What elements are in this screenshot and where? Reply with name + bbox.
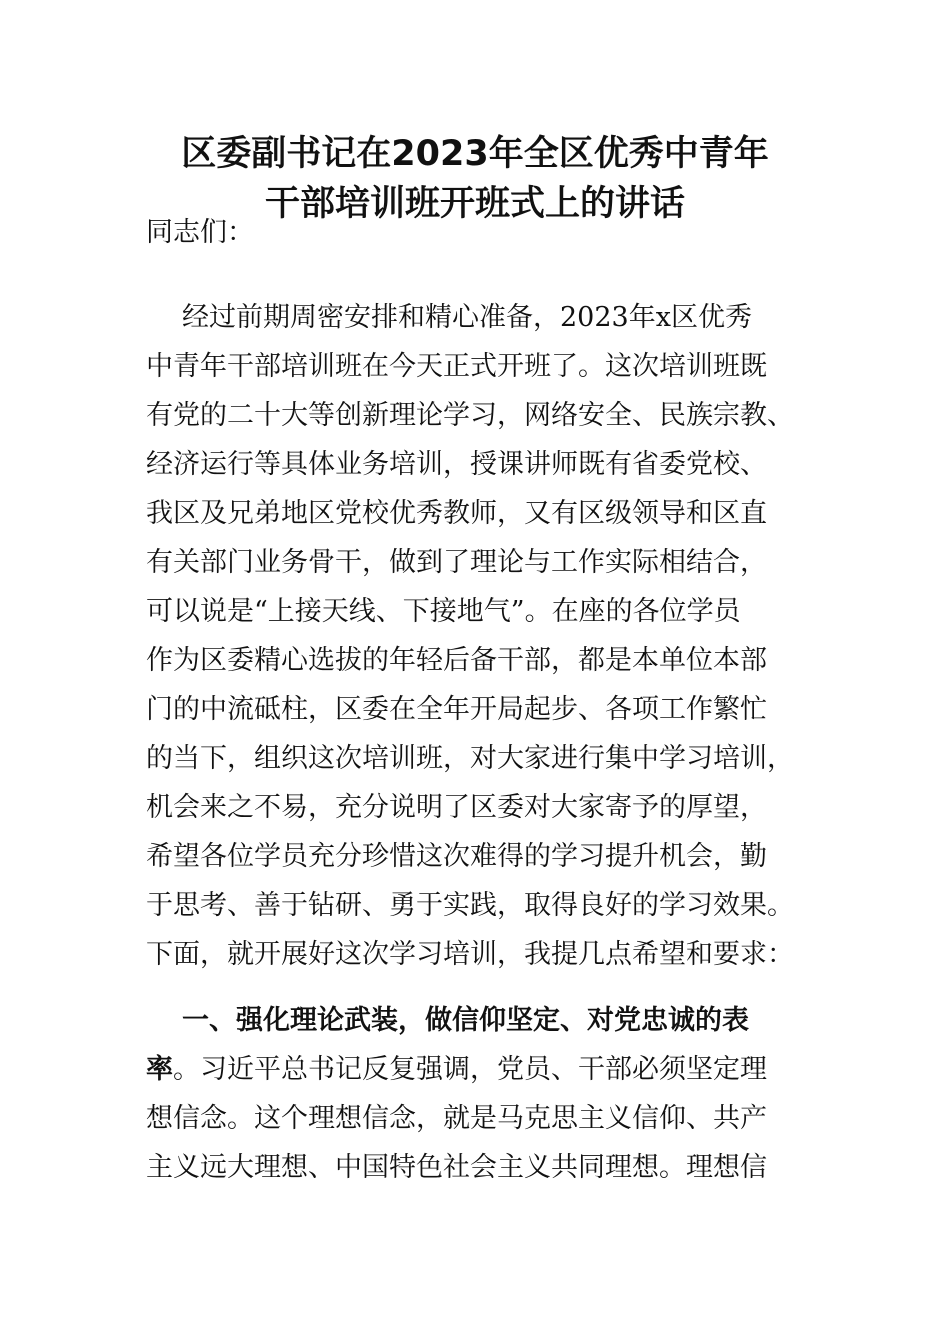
body-line: 想信念。这个理想信念，就是马克思主义信仰、共产 [146, 1103, 767, 1134]
salutation: 同志们： [146, 217, 254, 248]
body-line: 我区及兄弟地区党校优秀教师，又有区级领导和区直 [146, 498, 767, 529]
body-line: 的当下，组织这次培训班，对大家进行集中学习培训， [146, 743, 794, 774]
section-heading-1: 一、强化理论武装，做信仰坚定、对党忠诚的表 [182, 1005, 749, 1036]
body-line: 门的中流砥柱，区委在全年开局起步、各项工作繁忙 [146, 694, 767, 725]
body-line: 下面，就开展好这次学习培训，我提几点希望和要求： [146, 939, 794, 970]
body-line: 中青年干部培训班在今天正式开班了。这次培训班既 [146, 351, 767, 382]
body-line: 主义远大理想、中国特色社会主义共同理想。理想信 [146, 1152, 767, 1183]
body-line: 经济运行等具体业务培训，授课讲师既有省委党校、 [146, 449, 767, 480]
title-line-2: 干部培训班开班式上的讲话 [264, 184, 685, 224]
section-heading-1-continuation [146, 1052, 767, 1088]
heading-bold-char: 率 [146, 1054, 173, 1085]
body-line: 作为区委精心选拔的年轻后备干部，都是本单位本部 [146, 645, 767, 676]
body-line: 有关部门业务骨干，做到了理论与工作实际相结合， [146, 547, 767, 578]
title-line-1: 区委副书记在2023年全区优秀中青年 [181, 134, 769, 174]
body-line: 有党的二十大等创新理论学习，网络安全、民族宗教、 [146, 400, 794, 431]
body-line: 于思考、善于钻研、勇于实践，取得良好的学习效果。 [146, 890, 794, 921]
body-line: 可以说是“上接天线、下接地气”。在座的各位学员 [146, 596, 741, 627]
body-line: 机会来之不易，充分说明了区委对大家寄予的厚望， [146, 792, 767, 823]
heading-rest-text: 。习近平总书记反复强调，党员、干部必须坚定理 [173, 1054, 767, 1085]
body-line: 希望各位学员充分珍惜这次难得的学习提升机会，勤 [146, 841, 767, 872]
body-line: 经过前期周密安排和精心准备，2023年x区优秀 [182, 302, 752, 333]
